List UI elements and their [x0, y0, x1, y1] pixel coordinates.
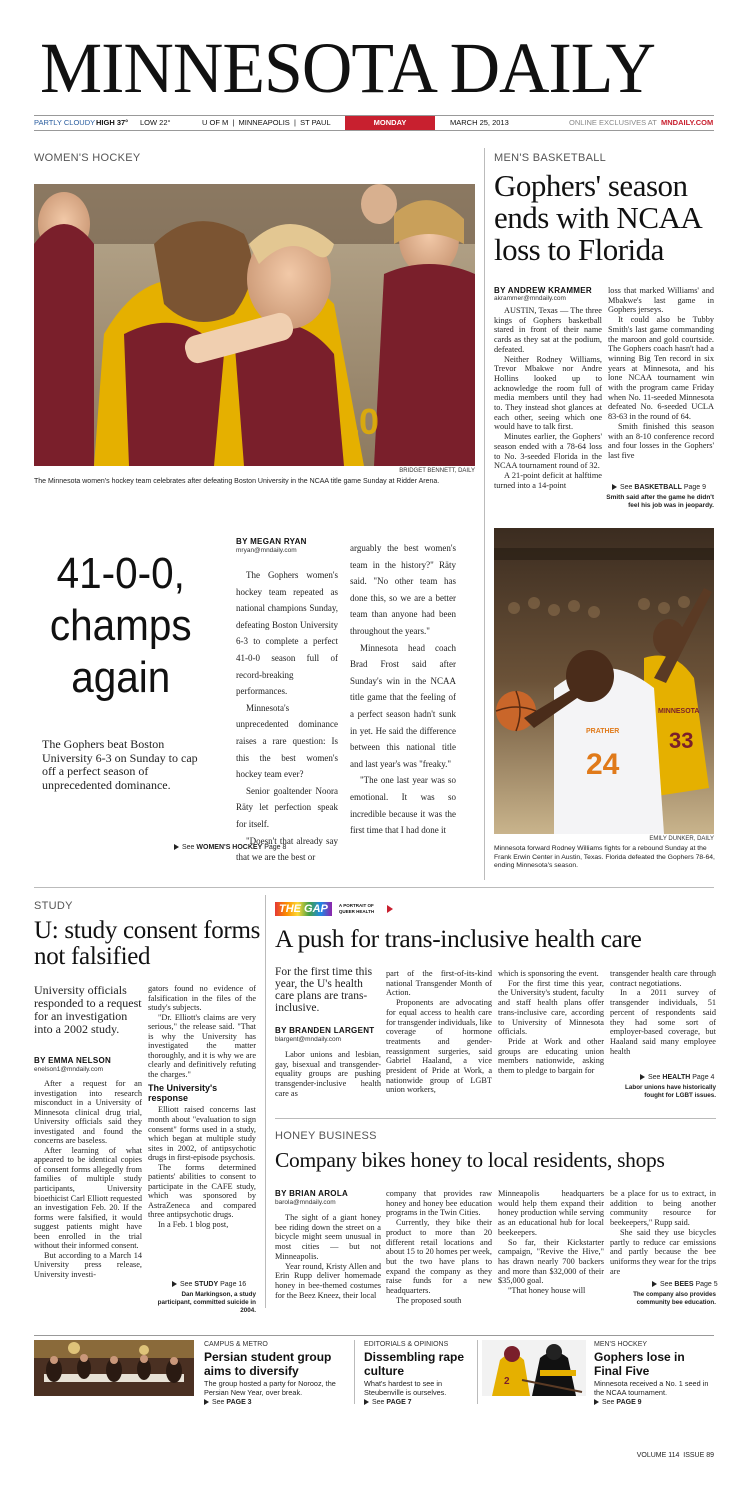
arrow-right-icon [364, 1399, 369, 1405]
basketball-body-col2 [608, 286, 714, 461]
teaser-mens-hockey[interactable] [594, 1340, 716, 1406]
see-label: See [180, 1281, 193, 1288]
paragraph: Proponents are advocating for equal access to health care for transgender individuals, like coverage of hormone treatments and gender-reassignment surgeries, said Gabriel Haaland, a vice president of Pride at Work, a nationwide group of LGBT union workers, [386, 998, 492, 1095]
teaser-headline: Persian student group aims to diversify [204, 1350, 332, 1378]
study-see-note: Dan Markingson, a study participant, committed suicide in 2004. [157, 1291, 256, 1314]
online-label: ONLINE EXCLUSIVES AT [569, 118, 657, 127]
basketball-email: akrammer@mndaily.com [494, 295, 566, 302]
section-divider [34, 887, 714, 888]
honey-body-col2 [386, 1189, 492, 1305]
paragraph: The proposed south [396, 1295, 462, 1305]
study-kicker: STUDY [34, 900, 73, 912]
see-page: Page 8 [264, 844, 287, 851]
paragraph: part of the first-of-its-kind national Transgender Month of Action. [386, 969, 492, 998]
teaser-summary: Minnesota received a No. 1 seed in the NCAA tournament. [594, 1379, 709, 1397]
paragraph: After a request for an investigation into research misconduct in a University of Minnesota clinical drug trial, University officials said they investigated and found the concerns are baseless. [34, 1079, 142, 1146]
study-body-col1 [34, 1079, 142, 1279]
teaser-see-link[interactable] [594, 1399, 716, 1406]
honey-headline: Company bikes honey to local residents, shops [275, 1148, 665, 1172]
hockey-see-link[interactable] [174, 844, 286, 851]
paragraph: Minnesota head coach Brad Frost said after Sunday's win in the NCAA title game that the feeling of a perfect season hadn't sunk in yet. He said the difference between this national title and last year's was "freaky." [350, 642, 456, 769]
paragraph: Year round, Kristy Allen and Erin Rupp deliver homemade honey in bee-themed costumes for the Beez Kneez, their local [275, 1261, 381, 1300]
see-section: WOMEN'S HOCKEY [196, 844, 263, 851]
mens-hockey-image [482, 1340, 586, 1396]
basketball-photo [494, 528, 714, 834]
teaser-kicker: EDITORIALS & OPINIONS [364, 1341, 449, 1348]
teaser-photo-hockey [482, 1340, 586, 1396]
paragraph: AUSTIN, Texas — The three kings of Gophers basketball stared in front of their name cards as they sat at the podium, defeated. [494, 306, 602, 354]
see-page: PAGE 7 [386, 1399, 412, 1406]
teaser-editorials[interactable] [364, 1340, 474, 1406]
see-page: Page 5 [695, 1281, 718, 1288]
see-page: Page 16 [220, 1281, 247, 1288]
paragraph: It could also be Tubby Smith's last game commanding the maroon and gold courtside. The Gophers coach hasn't had a winning Big Ten record in six years at Minnesota, and his lone NCAA tournament win with the program came Friday when No. 11-seeded Minnesota defeated No. 6-seeded UCLA 83-63 in the round of 64. [608, 315, 714, 422]
jersey-minnesota-name: MINNESOTA [658, 708, 700, 715]
gap-logo-text: THE GAP [275, 902, 332, 916]
paragraph: Minutes earlier, the Gophers' season ended with a 78-64 loss to No. 3-seeded Florida in the NCAA tournament round of 32. [494, 432, 602, 471]
honey-see-note: The company also provides community bee education. [633, 1291, 716, 1306]
see-label: See [372, 1399, 385, 1406]
svg-text:2: 2 [504, 1376, 510, 1387]
arrow-right-icon [174, 844, 179, 850]
study-byline: BY EMMA NELSON [34, 1056, 112, 1065]
paragraph: But according to a March 14 University press release, University investi- [34, 1250, 142, 1279]
teaser-kicker: MEN'S HOCKEY [594, 1341, 648, 1348]
paragraph: So far, their Kickstarter campaign, "Revive the Hive," has drawn nearly 700 backers and more than $32,000 of their $35,000 goal. [498, 1237, 604, 1286]
hockey-deck: The Gophers beat Boston University 6-3 on Sunday to cap off a perfect season of unprecedented dominance. [42, 737, 198, 792]
svg-text:24: 24 [586, 748, 620, 781]
masthead-day: MONDAY [345, 116, 435, 130]
see-page: Page 9 [683, 484, 707, 491]
hockey-email: mryan@mndaily.com [236, 547, 297, 554]
honey-body-col1 [275, 1213, 381, 1300]
paragraph: loss that marked Williams' and Mbakwe's last game in Gophers jerseys. [608, 286, 714, 315]
paragraph: Smith finished this season with an 8-10 conference record and four losses in the Gophers' last five [608, 421, 714, 460]
paragraph: "That honey house will [508, 1286, 586, 1296]
basketball-photo-caption: Minnesota forward Rodney Williams fights for a rebound Sunday at the Frank Erwin Center in Austin, Texas. Florida defeated the Gophers 78-64, ending Minnesota's season. [494, 845, 715, 870]
masthead-rule-bottom [34, 130, 714, 131]
see-section: HEALTH [662, 1074, 691, 1081]
masthead-locations: U OF M | MINNEAPOLIS | ST PAUL [202, 118, 331, 127]
paragraph: Senior goaltender Noora Räty let perfection speak for itself. [236, 785, 338, 829]
column-divider [354, 1340, 355, 1404]
gap-see-link[interactable] [640, 1074, 714, 1081]
teaser-headline: Gophers lose in Final Five [594, 1350, 685, 1378]
paragraph: Currently, they bike their product to more than 20 different retail locations and about 15 to 20 homes per week, but the two have plans to expand the company as they raise funds for a new headquarters. [386, 1218, 492, 1296]
study-see-link[interactable] [172, 1281, 246, 1288]
see-section: STUDY [194, 1281, 219, 1288]
paragraph: gators found no evidence of falsification in the files of the study's subjects. [148, 984, 256, 1013]
gap-body-col1 [275, 1050, 381, 1099]
teaser-campus[interactable] [204, 1340, 349, 1406]
honey-email: barola@mndaily.com [275, 1199, 336, 1206]
hockey-celebration-image [34, 184, 475, 466]
paragraph: Elliott raised concerns last month about "evaluation to sign consent" forms used in a study, which began at multiple study sites in 2002, of antipsychotic drugs in first-episode psychosis. [148, 1105, 256, 1163]
see-page: PAGE 9 [616, 1399, 642, 1406]
masthead-title-text: MINNESOTA DAILY [40, 28, 655, 108]
honey-body-col3 [498, 1189, 604, 1296]
study-deck: University officials responded to a request for an investigation into a 2002 study. [34, 983, 142, 1036]
study-body-col2 [148, 984, 256, 1230]
hockey-photo-credit: BRIDGET BENNETT, DAILY [399, 468, 475, 474]
gap-body-col4 [610, 969, 716, 1056]
paragraph: The Gophers women's hockey team repeated as national champions Sunday, defeating Boston University 6-3 to complete a perfect 41-0-0 season full of record-breaking performances. [236, 570, 338, 697]
masthead-info-bar [34, 116, 714, 130]
masthead-title [40, 28, 700, 108]
arrow-right-icon [612, 484, 617, 490]
paragraph: be a place for us to extract, in addition to being another community resource for beekeepers," Rupp said. [610, 1189, 716, 1228]
see-label: See [648, 1074, 661, 1081]
teaser-summary: What's hardest to see in Steubenville is ourselves. [364, 1379, 447, 1397]
paragraph: "The one last year was so emotional. It was so incredible because it was the first time that I had done it [350, 775, 456, 836]
honey-body-col4 [610, 1189, 716, 1276]
paragraph: In a 2011 survey of transgender individuals, 51 percent of respondents said they had some sort of employer-based coverage, but Haaland said many employee health [610, 988, 716, 1056]
masthead-date: MARCH 25, 2013 [450, 118, 509, 127]
paragraph: Pride at Work and other groups are educating union members nationwide, asking them to pledge to bargain for [498, 1036, 604, 1076]
basketball-headline: Gophers' season ends with NCAA loss to Florida [494, 168, 701, 267]
jersey-florida-name: PRATHER [586, 728, 620, 735]
paragraph: A 21-point deficit at halftime turned into a 14-point [494, 470, 602, 490]
honey-see-link[interactable] [652, 1281, 718, 1288]
teaser-see-link[interactable] [204, 1399, 349, 1406]
hockey-body-col2 [350, 540, 456, 839]
teaser-photo-persian [34, 1340, 194, 1396]
hockey-photo [34, 184, 475, 466]
paragraph: For the first time this year, the University's student, faculty and staff health plans offer trans-inclusive care, according to University of Minnesota officials. [498, 978, 604, 1037]
paragraph: Minnesota's unprecedented dominance raises a rare question: Is this the best women's hockey team ever? [236, 702, 338, 780]
see-page: PAGE 3 [226, 1399, 252, 1406]
basketball-byline: BY ANDREW KRAMMER [494, 286, 592, 295]
gap-logo [275, 902, 393, 916]
paragraph: After learning of what appeared to be identical copies of consent forms allegedly from families of multiple study participants, University bioethicist Carl Elliott requested an investigation Feb. 20. If the forms were falsified, it would suggest patients might have been enrolled in the trial without their informed consent. [34, 1145, 142, 1251]
paragraph: company that provides raw honey and honey bee education programs in the Twin Cities. [386, 1189, 492, 1218]
see-section: BASKETBALL [634, 484, 682, 491]
basketball-see-link[interactable] [612, 484, 706, 491]
hockey-kicker: WOMEN'S HOCKEY [34, 152, 141, 164]
basketball-rebound-image [494, 528, 714, 834]
hockey-headline [38, 548, 204, 704]
honey-kicker: HONEY BUSINESS [275, 1130, 377, 1142]
see-label: See [602, 1399, 615, 1406]
paragraph: Labor unions and lesbian, gay, bisexual and transgender-equality groups are pushing transgender-inclusive health care as [275, 1050, 381, 1098]
teaser-summary: The group hosted a party for Norooz, the Persian New Year, over break. [204, 1379, 336, 1397]
column-divider [265, 895, 266, 1308]
paragraph: In a Feb. 1 blog post, [158, 1220, 229, 1230]
paragraph: Minneapolis headquarters would help them expand their honey production while serving as an educational hub for local beekeepers. [498, 1189, 604, 1237]
gap-headline: A push for trans-inclusive health care [275, 924, 642, 953]
paragraph: The sight of a giant honey bee riding down the street on a bicycle might seem unusual in most cities — but not Minneapolis. [275, 1213, 381, 1261]
hockey-byline: BY MEGAN RYAN [236, 537, 307, 546]
see-section: BEES [674, 1281, 694, 1288]
masthead [0, 0, 748, 130]
basketball-photo-credit: EMILY DUNKER, DAILY [649, 836, 714, 842]
teaser-kicker: CAMPUS & METRO [204, 1341, 268, 1348]
paragraph: transgender health care through contract negotiations. [610, 969, 716, 988]
hockey-photo-caption: The Minnesota women's hockey team celebrates after defeating Boston University in the NCAA title game Sunday at Ridder Arena. [34, 478, 440, 485]
column-divider [484, 148, 485, 880]
gap-deck: For the first time this year, the U's health care plans are trans-inclusive. [275, 966, 373, 1014]
party-image [34, 1340, 194, 1396]
gap-byline: BY BRANDEN LARGENT [275, 1026, 375, 1035]
arrow-right-icon [652, 1281, 657, 1287]
basketball-see-note: Smith said after the game he didn't feel his job was in jeopardy. [606, 494, 714, 509]
paragraph: She said they use bicycles partly to reduce car emissions and partly because the bee uniforms they wear for the trips are [610, 1227, 716, 1276]
section-divider [275, 1118, 716, 1119]
paragraph: arguably the best women's team in the history?" Räty said. "No other team has done this, so we are a better team than anyone had been throughout the years." [350, 543, 456, 636]
arrow-right-icon [640, 1074, 645, 1080]
see-page: Page 4 [692, 1074, 715, 1081]
basketball-body-col1 [494, 306, 602, 490]
honey-byline: BY BRIAN AROLA [275, 1189, 349, 1198]
play-icon [387, 905, 393, 913]
see-label: See [182, 844, 195, 851]
hockey-headline-text: 41-0-0, champs again [49, 549, 192, 702]
paragraph: The forms determined patients' abilities to consent to participate in the CAFE study, which was sponsored by AstraZeneca and compared three antipsychotic drugs. [148, 1162, 256, 1220]
hockey-body-col1 [236, 567, 338, 866]
svg-text:33: 33 [669, 728, 694, 753]
teaser-see-link[interactable] [364, 1399, 474, 1406]
see-label: See [620, 484, 633, 491]
gap-email: blargent@mndaily.com [275, 1036, 342, 1043]
gap-body-col2 [386, 969, 492, 1095]
online-url[interactable]: MNDAILY.COM [661, 118, 714, 127]
paragraph: "Doesn't that already say that we are the best or [236, 835, 338, 863]
see-label: See [212, 1399, 225, 1406]
arrow-right-icon [204, 1399, 209, 1405]
svg-text:10: 10 [339, 401, 380, 442]
arrow-right-icon [594, 1399, 599, 1405]
teaser-headline: Dissembling rape culture [364, 1350, 465, 1378]
volume-issue: VOLUME 114 ISSUE 89 [636, 1452, 714, 1459]
study-headline: U: study consent forms not falsified [34, 917, 261, 970]
weather-high: HIGH 37° [96, 118, 129, 127]
gap-logo-sub: A PORTRAIT OF QUEER HEALTH [338, 903, 375, 914]
weather-low: LOW 22° [140, 118, 171, 127]
paragraph: Neither Rodney Williams, Trevor Mbakwe nor Andre Hollins looked up to acknowledge the room full of media members until they had to. They instead shot glances at each other, seeing which one would have to talk first. [494, 354, 602, 432]
weather-label: PARTLY CLOUDY [34, 118, 96, 127]
study-email: enelson1@mndaily.com [34, 1066, 103, 1073]
gap-see-note: Labor unions have historically fought for LGBT issues. [625, 1084, 716, 1099]
gap-body-col3 [498, 969, 604, 1076]
paragraph: which is sponsoring the event. [498, 969, 599, 978]
basketball-kicker: MEN'S BASKETBALL [494, 152, 607, 164]
paragraph: "Dr. Elliott's claims are very serious," the release said. "That is why the University has investigated the matter thoroughly, and it is why we are clearly and definitively refuting the charges." [148, 1012, 256, 1079]
see-label: See [660, 1281, 673, 1288]
study-subhead: The University's response [148, 1083, 218, 1104]
column-divider [477, 1340, 478, 1404]
arrow-right-icon [172, 1281, 177, 1287]
